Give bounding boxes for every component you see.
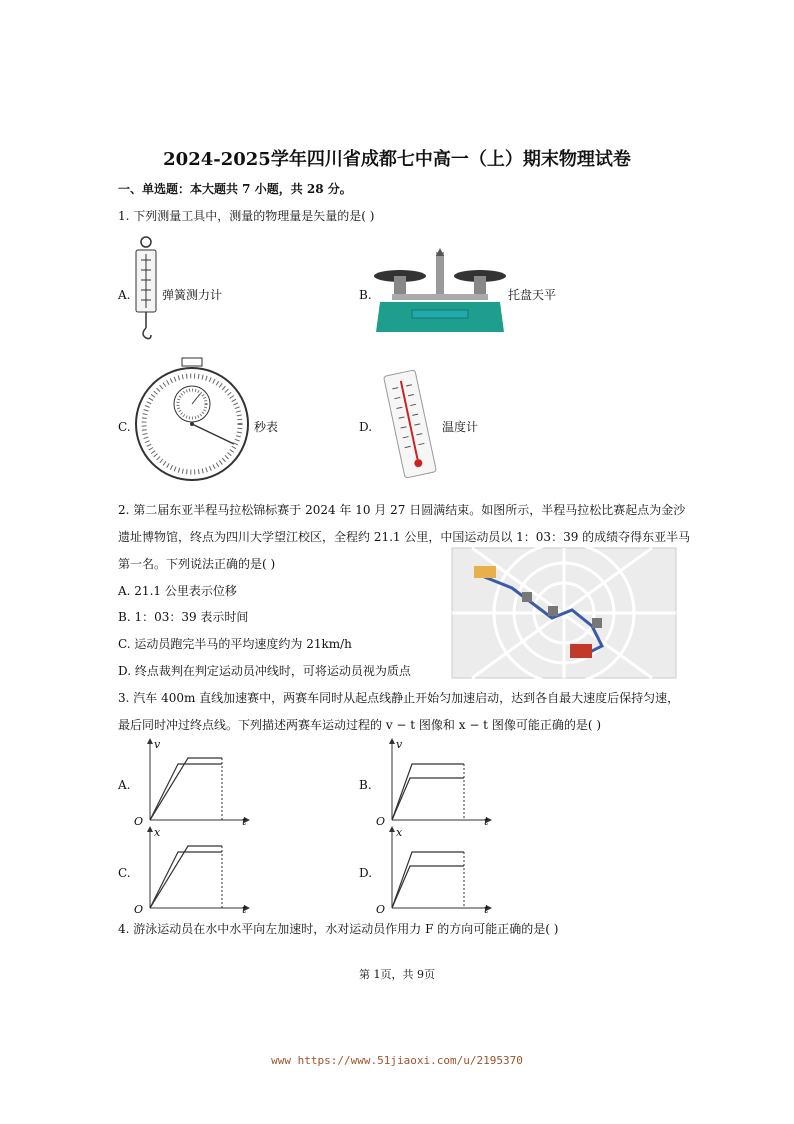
q3-b-origin: O <box>376 815 386 828</box>
q3-graph-c-xt <box>130 826 250 916</box>
spring-scale-icon <box>132 236 162 344</box>
q1-option-d-label: 温度计 <box>442 420 479 434</box>
page-title: 2024-2025学年四川省成都七中高一（上）期末物理试卷 <box>163 149 631 170</box>
q3-c-origin: O <box>134 903 144 916</box>
q3-stem-line1: 3. 汽车 400m 直线加速赛中，两赛车同时从起点线静止开始匀加速启动，达到各自最大速度后保持匀速， <box>118 691 680 705</box>
q3-a-origin: O <box>134 815 144 828</box>
q3-d-origin: O <box>376 903 386 916</box>
marathon-route-map-image <box>452 548 676 678</box>
q3-stem-line2: 最后同时冲过终点线。下列描述两赛车运动过程的 v − t 图像和 x − t 图像可能正确的是( ) <box>118 718 601 732</box>
q1-option-c-label: 秒表 <box>254 420 279 434</box>
q2-option-c: C. 运动员跑完半马的平均速度约为 21km/h <box>118 637 352 651</box>
q3-b-axis-v: v <box>396 738 403 751</box>
q3-d-axis-t: t <box>484 903 489 916</box>
q2-option-a: A. 21.1 公里表示位移 <box>118 584 237 598</box>
q3-option-d-letter: D. <box>359 866 373 880</box>
watermark-url[interactable]: www https://www.51jiaoxi.com/u/2195370 <box>271 1054 523 1067</box>
q3-graph-d-xt <box>372 826 492 916</box>
q3-a-axis-v: v <box>154 738 161 751</box>
section-heading: 一、单选题：本大题共 7 小题，共 28 分。 <box>118 182 352 196</box>
thermometer-icon <box>378 368 442 480</box>
q3-a-axis-t: t <box>242 815 247 828</box>
stopwatch-icon <box>130 358 254 482</box>
q2-stem-line3: 第一名。下列说法正确的是( ) <box>118 557 276 571</box>
q2-stem-line1: 2. 第二届东亚半程马拉松锦标赛于 2024 年 10 月 27 日圆满结束。如图所示，半程马拉松比赛起点为金沙 <box>118 503 686 517</box>
q3-c-axis-x: x <box>154 826 161 839</box>
q3-graph-a-vt <box>130 738 250 828</box>
q3-graph-b-vt <box>372 738 492 828</box>
q4-stem: 4. 游泳运动员在水中水平向左加速时，水对运动员作用力 F 的方向可能正确的是( ) <box>118 922 559 936</box>
q3-b-axis-t: t <box>484 815 489 828</box>
q3-option-c-letter: C. <box>118 866 131 880</box>
balance-scale-icon <box>372 246 508 338</box>
q1-option-c-letter: C. <box>118 420 131 434</box>
q1-option-a-letter: A. <box>118 288 131 302</box>
q1-option-a-label: 弹簧测力计 <box>162 288 223 302</box>
q3-d-axis-x: x <box>396 826 403 839</box>
q1-option-d-letter: D. <box>359 420 373 434</box>
q3-c-axis-t: t <box>242 903 247 916</box>
page-footer: 第 1页，共 9页 <box>359 968 435 981</box>
q3-option-b-letter: B. <box>359 778 372 792</box>
q2-option-b: B. 1：03：39 表示时间 <box>118 610 249 624</box>
q2-option-d: D. 终点裁判在判定运动员冲线时，可将运动员视为质点 <box>118 664 411 678</box>
q1-option-b-letter: B. <box>359 288 372 302</box>
q3-option-a-letter: A. <box>118 778 131 792</box>
q1-option-b-label: 托盘天平 <box>508 288 557 302</box>
q2-stem-line2: 遗址博物馆，终点为四川大学望江校区，全程约 21.1 公里，中国运动员以 1：03：39 的成绩夺得东亚半马 <box>118 530 691 544</box>
q1-stem: 1. 下列测量工具中，测量的物理量是矢量的是( ) <box>118 209 375 223</box>
